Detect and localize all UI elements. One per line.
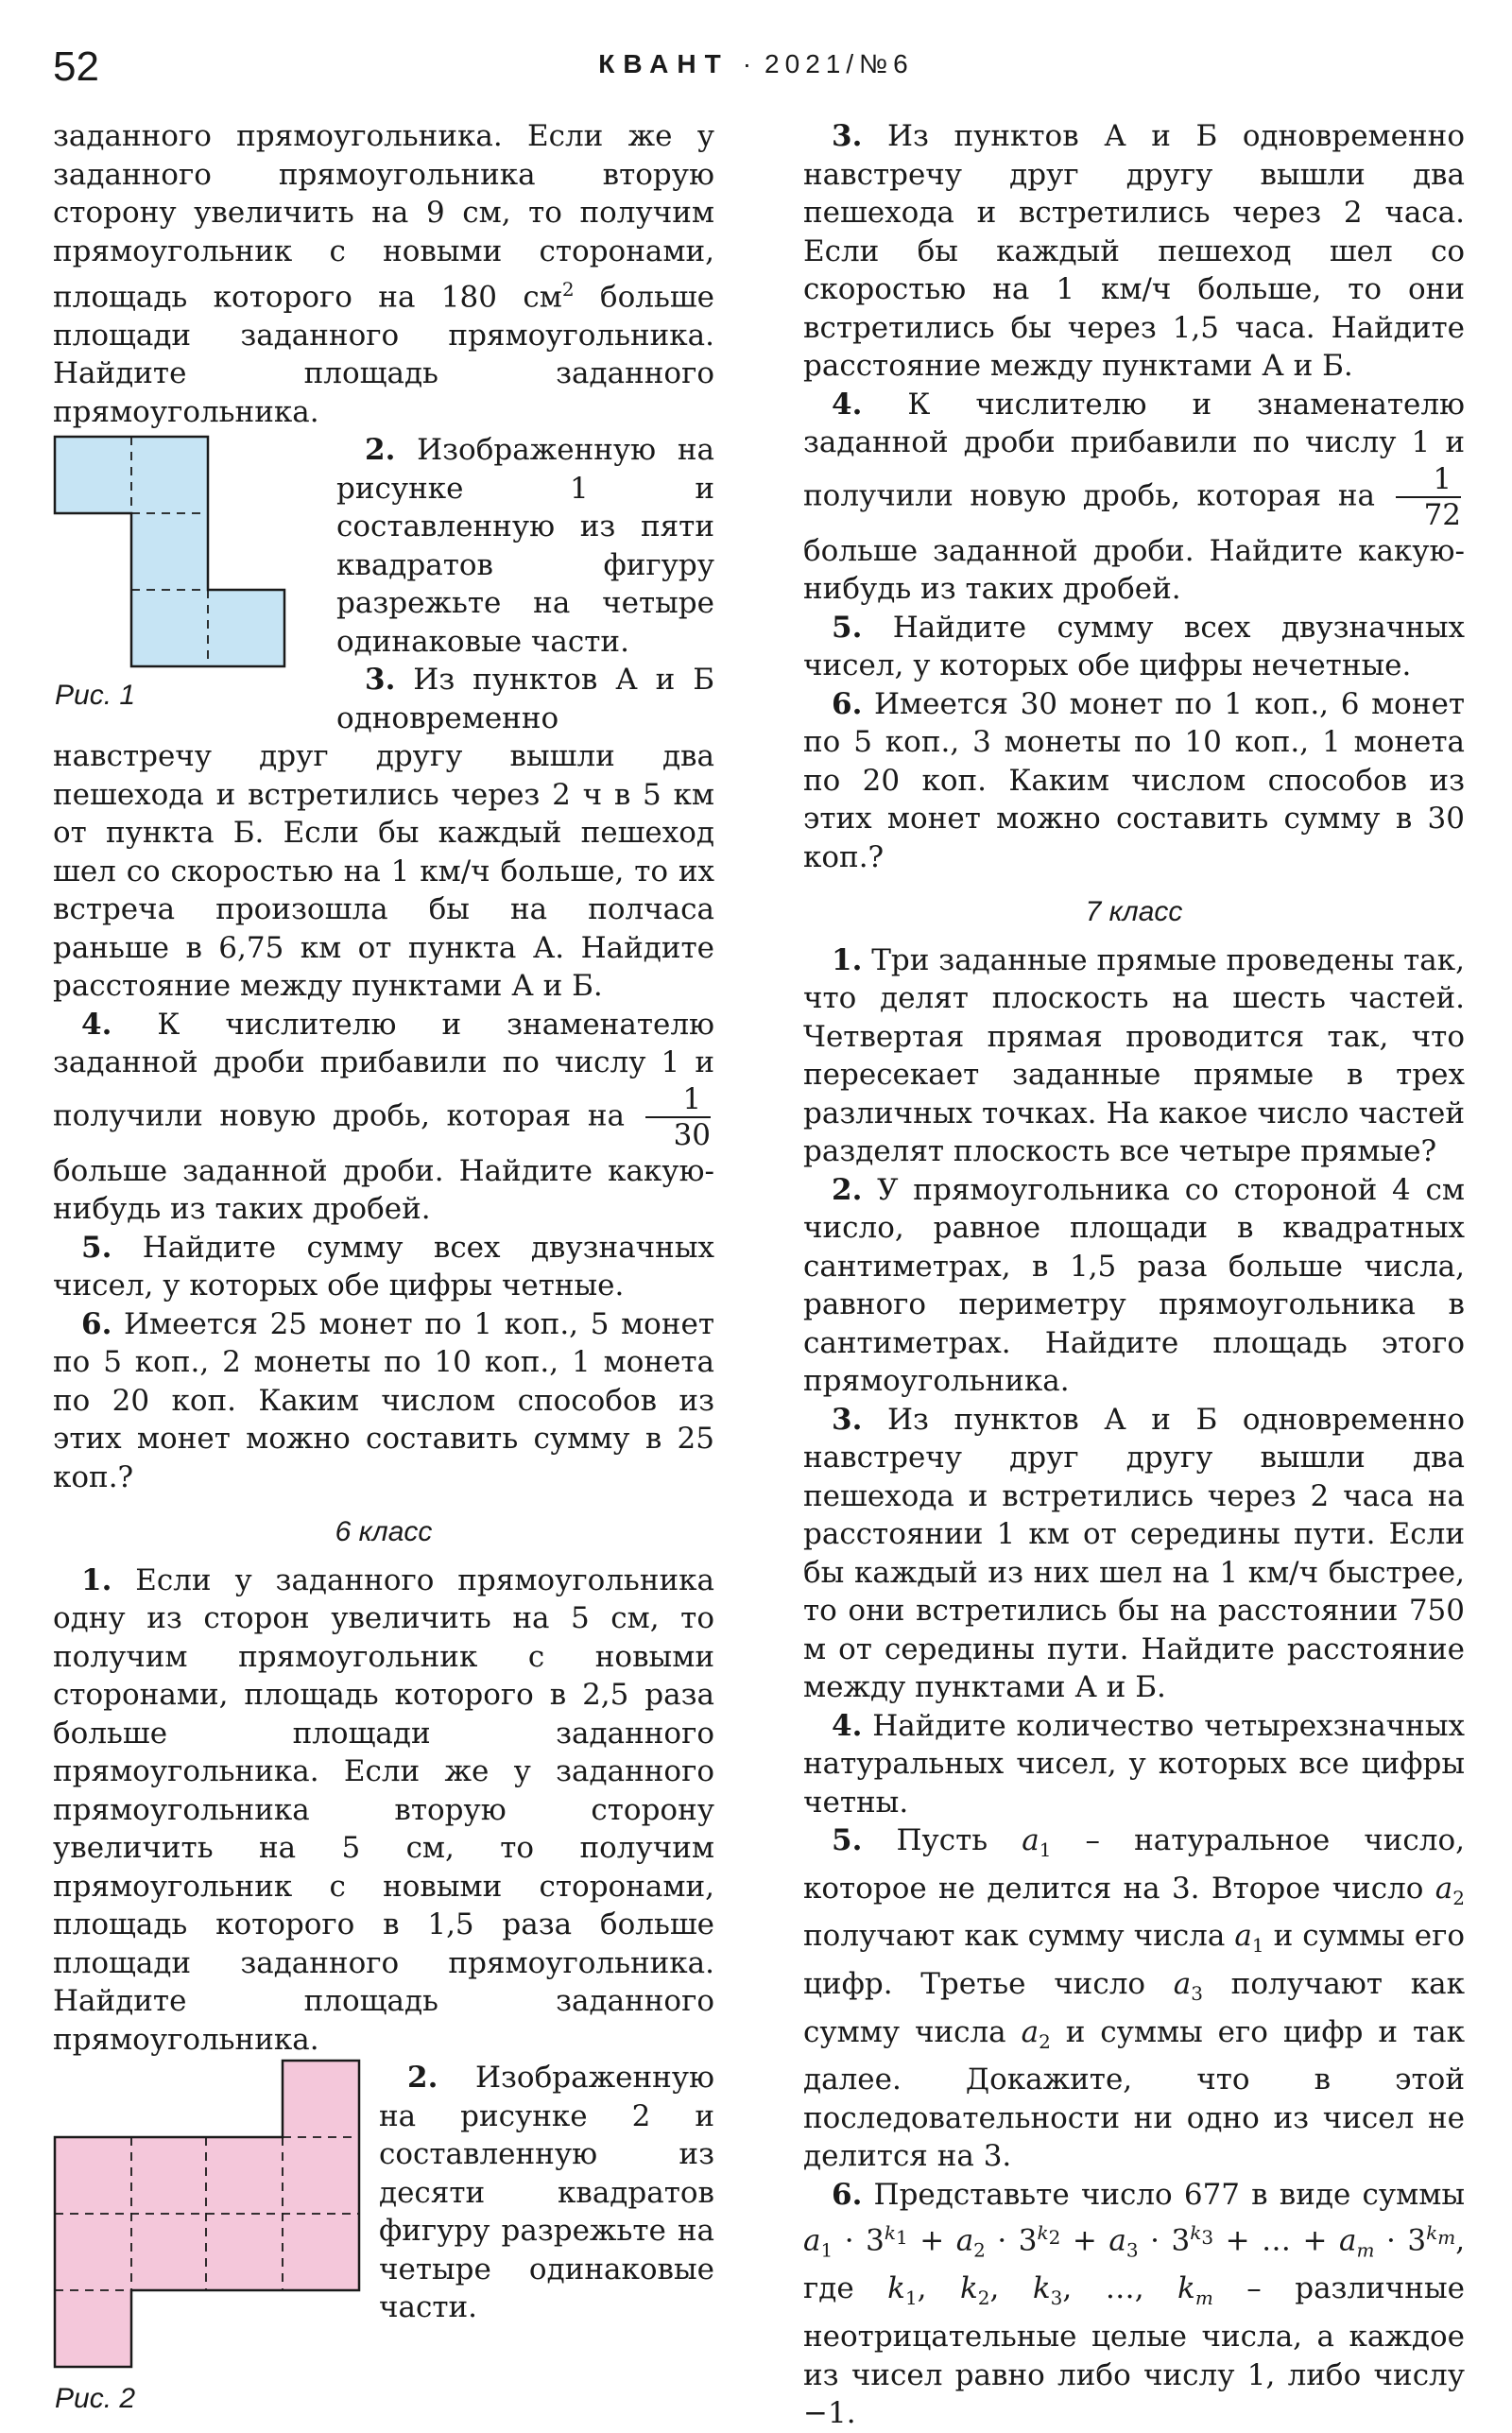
- figure-1-shape: [55, 437, 284, 666]
- journal-name: КВАНТ: [598, 49, 730, 78]
- page-number: 52: [53, 43, 99, 90]
- grade7-problem-6: 6. Представьте число 677 в виде суммы $a_1 \cdot 3^{k_1} + a_2 \cdot 3^{k_2} + a_3 \cdot 3^{k_3}$ + … + $a_m \cdot 3^{k_m}$, где $k_1$, $k_2$, $k_3$, …, $k_m$ – различные неотрицательные целые числа, а каждое из чисел равно либо числу 1, либо числу −1.: [803, 2177, 1466, 2431]
- figure-1-drawing: [53, 435, 327, 676]
- grade6-problem-4: 4. К числителю и знаменателю заданной дроби прибавили по числу 1 и получили новую дробь, которая на $\frac{1}{72}$ больше заданной дроби. Найдите какую-нибудь из таких дробей.: [803, 387, 1465, 606]
- section-heading-grade-7: 7 класс: [1085, 896, 1183, 927]
- section-heading-grade-6: 6 класс: [335, 1516, 433, 1548]
- figure-1-caption: Рис. 1: [55, 680, 136, 712]
- journal-issue: 2021/№6: [765, 49, 914, 78]
- problem-5: 5. Найдите сумму всех двузначных чисел, у которых обе цифры четные.: [53, 1230, 714, 1303]
- problem-4: 4. К числителю и знаменателю заданной дроби прибавили по числу 1 и получили новую дробь, которая на $\frac{1}{30}$ больше заданной дроби. Найдите какую-нибудь из таких дробей.: [53, 1007, 714, 1227]
- problem-3: 3. Из пунктов А и Б одновременно навстречу друг другу вышли два пешехода и встретились через 2 ч в 5 км от пункта Б. Если бы каждый пешеход шел со скоростью на 1 км/ч больше, то их встреча произошла бы на полчаса раньше в 6,75 км от пункта А. Найдите расстояние между пунктами А и Б.: [53, 663, 714, 1004]
- journal-header: [0, 49, 1512, 79]
- grade6-problem-3: 3. Из пунктов А и Б одновременно навстречу друг другу вышли два пешехода и встретились через 2 часа. Если бы каждый пешеход шел со скоростью на 1 км/ч больше, то они встретились бы через 1,5 часа. Найдите расстояние между пунктами А и Б.: [803, 119, 1465, 383]
- problem-continuation: заданного прямоугольника. Если же у заданного прямоугольника вторую сторону увеличить на 9 см, то получим прямоугольник с новыми сторонами, площадь которого на 180 $см^2$ больше площади заданного прямоугольника. Найдите площадь заданного прямоугольника.: [53, 119, 714, 429]
- grade7-problem-3: 3. Из пунктов А и Б одновременно навстречу друг другу вышли два пешехода и встретились через 2 часа на расстоянии 1 км от середины пути. Если бы каждый из них шел на 1 км/ч быстрее, то они встретились бы на расстоянии 750 м от середины пути. Найдите расстояние между пунктами А и Б.: [803, 1402, 1465, 1704]
- fraction: $\frac{1}{30}$: [645, 1082, 711, 1152]
- grade7-problem-2: 2. У прямоугольника со стороной 4 см число, равное площади в квадратных сантиметрах, в 1,5 раза больше числа, равного периметру прямоугольника в сантиметрах. Найдите площадь этого прямоугольника.: [803, 1172, 1465, 1398]
- figure-2: [53, 2059, 369, 2418]
- fraction: $\frac{1}{72}$: [1396, 462, 1461, 532]
- grade6-problem-1: 1. Если у заданного прямоугольника одну из сторон увеличить на 5 см, то получим прямоугольник с новыми сторонами, площадь которого в 2,5 раза больше площади заданного прямоугольника. Если же у заданного прямоугольника вторую сторону увеличить на 5 см, то получим прямоугольник с новыми сторонами, площадь которого в 1,5 раза больше площади заданного прямоугольника. Найдите площадь заданного прямоугольника.: [53, 1562, 714, 2057]
- figure-2-drawing: [53, 2059, 369, 2380]
- grade7-problem-4: 4. Найдите количество четырехзначных натуральных чисел, у которых все цифры четны.: [803, 1708, 1465, 1820]
- left-column: [53, 117, 714, 2418]
- grade6-problem-5: 5. Найдите сумму всех двузначных чисел, у которых обе цифры нечетные.: [803, 610, 1465, 682]
- problem-2: 2. Изображенную на рисунке 1 и составленную из пяти квадратов фигуру разрежьте на четыре одинаковые части.: [336, 433, 714, 659]
- grade7-problem-1: 1. Три заданные прямые проведены так, что делят плоскость на шесть частей. Четвертая прямая проводится так, что пересекает заданные прямые в трех различных точках. На какое число частей разделят плоскость все четыре прямые?: [803, 942, 1465, 1168]
- figure-1: [53, 431, 327, 715]
- right-column: [803, 117, 1465, 2433]
- grade6-problem-6: 6. Имеется 30 монет по 1 коп., 6 монет по 5 коп., 3 монеты по 10 коп., 1 монета по 20 коп. Каким числом способов из этих монет можно составить сумму в 30 коп.?: [803, 686, 1465, 874]
- header-separator: ·: [742, 49, 752, 78]
- problem-6: 6. Имеется 25 монет по 1 коп., 5 монет по 5 коп., 2 монеты по 10 коп., 1 монета по 20 коп. Каким числом способов из этих монет можно составить сумму в 25 коп.?: [53, 1306, 714, 1494]
- figure-2-caption: Рис. 2: [55, 2383, 136, 2415]
- grade7-problem-5: 5. Пусть $a_1$ – натуральное число, которое не делится на 3. Второе число $a_2$ получают как сумму числа $a_1$ и суммы его цифр. Третье число $a_3$ получают как сумму числа $a_2$ и суммы его цифр и так далее. Докажите, что в этой последовательности ни одно из чисел не делится на 3.: [803, 1823, 1465, 2174]
- grade6-problem-2: 2. Изображенную на рисунке 2 и составленную из десяти квадратов фигуру разрежьте на четыре одинаковые части.: [379, 2061, 714, 2325]
